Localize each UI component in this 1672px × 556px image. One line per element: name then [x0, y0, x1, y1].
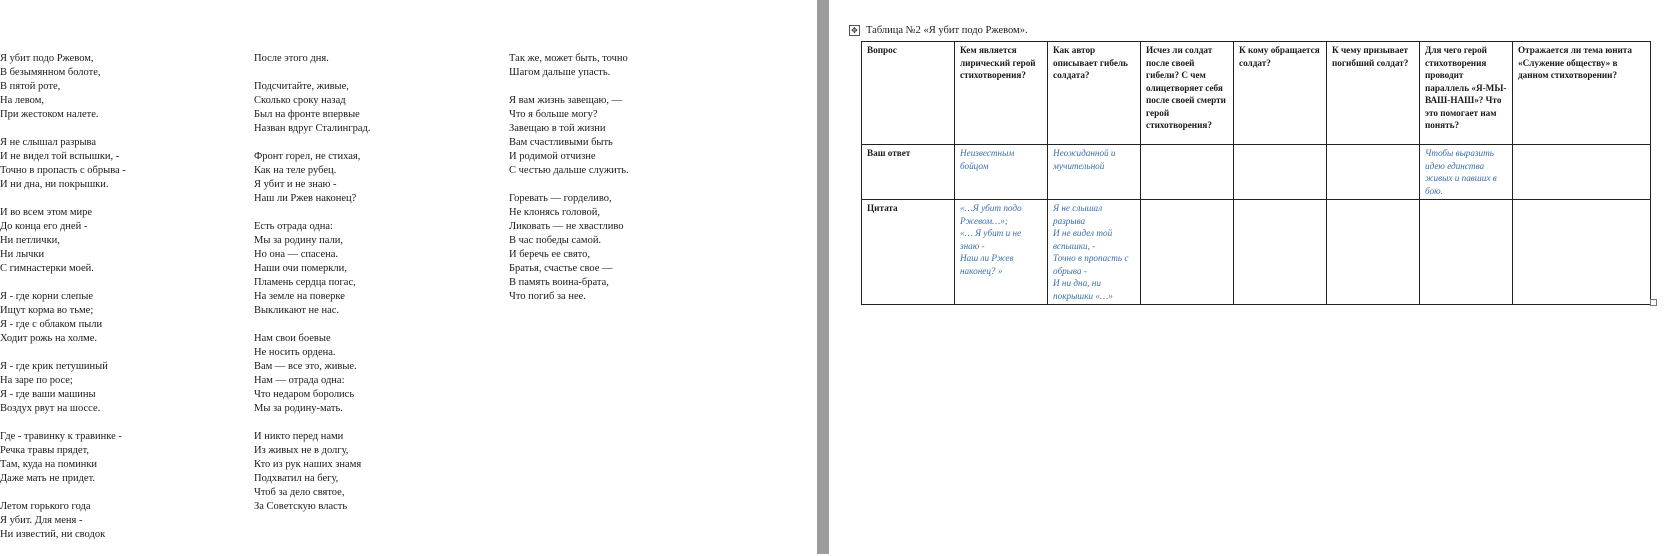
- poem-line: Нам свои боевые: [254, 333, 331, 344]
- quote-cell[interactable]: [1327, 200, 1420, 305]
- poem-line: Как на теле рубец.: [254, 165, 337, 176]
- poem-line: Назван вдруг Сталинград.: [254, 123, 371, 134]
- poem-line: На заре по росе;: [0, 375, 73, 386]
- poem-stanza: [509, 192, 629, 304]
- poem-line: После этого дня.: [254, 53, 329, 64]
- answer-cell[interactable]: [1141, 145, 1234, 200]
- poem-line: Ни известий, ни сводок: [0, 529, 106, 540]
- poem-line: На левом,: [0, 95, 44, 106]
- poem-line: С честью дальше служить.: [509, 165, 629, 176]
- table-header-row: [862, 42, 1651, 145]
- poem-line: Чтоб за дело святое,: [254, 487, 345, 498]
- document-page-right: [829, 0, 1672, 554]
- quote-cell[interactable]: [1141, 200, 1234, 305]
- poem-stanza: [254, 220, 370, 318]
- poem-line: В память воина-брата,: [509, 277, 609, 288]
- poem-line: Так же, может быть, точно: [509, 53, 628, 64]
- poem-line: Не клонясь головой,: [509, 207, 601, 218]
- poem-line: Что погиб за нее.: [509, 291, 586, 302]
- poem-stanza: [509, 94, 629, 178]
- header-cell[interactable]: К кому обращается солдат?: [1234, 42, 1327, 145]
- document-page-left: [0, 0, 817, 554]
- header-cell[interactable]: Кем является лирический герой стихотворения?: [955, 42, 1048, 145]
- poem-line: Мы за родину-мать.: [254, 403, 343, 414]
- poem-line: Шагом дальше упасть.: [509, 67, 611, 78]
- poem-line: Что недаром боролись: [254, 389, 355, 400]
- poem-line: Но она — спасена.: [254, 249, 339, 260]
- poem-line: Ни лычки: [0, 249, 45, 260]
- answer-cell[interactable]: Чтобы выразить идею единства живых и павших в бою.: [1420, 145, 1513, 200]
- poem-line: Ходит рожь на холме.: [0, 333, 97, 344]
- poem-stanza: [0, 136, 126, 192]
- poem-line: И ни дна, ни покрышки.: [0, 179, 109, 190]
- poem-line: Братья, счастье свое —: [509, 263, 613, 274]
- poem-stanza: [0, 360, 126, 416]
- quote-cell[interactable]: [1513, 200, 1651, 305]
- poem-line: Выкликают не нас.: [254, 305, 340, 316]
- header-cell[interactable]: К чему призывает погибший солдат?: [1327, 42, 1420, 145]
- poem-line: Кто из рук наших знамя: [254, 459, 362, 470]
- poem-line: Я убит подо Ржевом,: [0, 53, 94, 64]
- poem-line: Подсчитайте, живые,: [254, 81, 349, 92]
- question-table: [861, 41, 1651, 305]
- poem-line: При жестоком налете.: [0, 109, 99, 120]
- quote-cell[interactable]: [1234, 200, 1327, 305]
- poem-line: Вам — все это, живые.: [254, 361, 357, 372]
- poem-line: Не носить ордена.: [254, 347, 336, 358]
- poem-column-1: [0, 52, 126, 556]
- row-label-cell[interactable]: Цитата: [862, 200, 955, 305]
- poem-line: Был на фронте впервые: [254, 109, 360, 120]
- poem-line: Мы за родину пали,: [254, 235, 343, 246]
- poem-column-3: [509, 52, 629, 318]
- poem-line: Фронт горел, не стихая,: [254, 151, 361, 162]
- row-label-cell[interactable]: Ваш ответ: [862, 145, 955, 200]
- poem-line: И не видел той вспышки, -: [0, 151, 120, 162]
- poem-line: С гимнастерки моей.: [0, 263, 94, 274]
- poem-line: Там, куда на поминки: [0, 459, 98, 470]
- poem-stanza: [0, 290, 126, 346]
- poem-stanza: [254, 150, 370, 206]
- answer-cell[interactable]: Неожиданной и мучительной: [1048, 145, 1141, 200]
- poem-line: На земле на поверке: [254, 291, 345, 302]
- header-cell[interactable]: Для чего герой стихотворения проводит параллель «Я-МЫ-ВАШ-НАШ»? Что это помогает нам понять?: [1420, 42, 1513, 145]
- poem-line: Я убит. Для меня -: [0, 515, 83, 526]
- poem-line: Я - где крик петушиный: [0, 361, 108, 372]
- poem-line: Точно в пропасть с обрыва -: [0, 165, 126, 176]
- poem-line: Из живых не в долгу,: [254, 445, 349, 456]
- poem-line: Я убит и не знаю -: [254, 179, 337, 190]
- poem-line: И родимой отчизне: [509, 151, 596, 162]
- poem-line: Нам — отрада одна:: [254, 375, 345, 386]
- poem-line: Наши очи померкли,: [254, 263, 347, 274]
- poem-stanza: [254, 80, 370, 136]
- poem-line: И во всем этом мире: [0, 207, 93, 218]
- table-row-answer: [862, 145, 1651, 200]
- table-row-quote: [862, 200, 1651, 305]
- poem-stanza: [0, 52, 126, 122]
- poem-line: В час победы самой.: [509, 235, 602, 246]
- table-caption-text: Таблица №2 «Я убит подо Ржевом».: [866, 25, 1028, 36]
- poem-line: Сколько сроку назад: [254, 95, 346, 106]
- page-gutter: [817, 0, 829, 554]
- poem-line: Я не слышал разрыва: [0, 137, 97, 148]
- poem-line: Вам счастливыми быть: [509, 137, 613, 148]
- poem-stanza: [0, 500, 126, 542]
- poem-line: Есть отрада одна:: [254, 221, 333, 232]
- poem-stanza: [509, 52, 629, 80]
- poem-line: Пламень сердца погас,: [254, 277, 356, 288]
- poem-line: Я - где корни слепые: [0, 291, 93, 302]
- quote-cell[interactable]: «…Я убит подо Ржевом…»; «… Я убит и не знаю - Наш ли Ржев наконец? »: [955, 200, 1048, 305]
- poem-stanza: [254, 332, 370, 416]
- poem-line: Подхватил на бегу,: [254, 473, 339, 484]
- poem-line: До конца его дней -: [0, 221, 88, 232]
- poem-line: Ищут корма во тьме;: [0, 305, 94, 316]
- poem-line: Ни петлички,: [0, 235, 60, 246]
- poem-line: Я - где ваши машины: [0, 389, 96, 400]
- poem-line: За Советскую власть: [254, 501, 348, 512]
- header-cell[interactable]: Вопрос: [862, 42, 955, 145]
- poem-line: В пятой роте,: [0, 81, 61, 92]
- poem-line: Речка травы прядет,: [0, 445, 89, 456]
- poem-stanza: [0, 430, 126, 486]
- header-cell[interactable]: Исчез ли солдат после своей гибели? С чем олицетворяет себя после своей смерти герой стихотворения?: [1141, 42, 1234, 145]
- poem-line: И беречь ее свято,: [509, 249, 590, 260]
- table-move-handle-icon[interactable]: ✥: [849, 25, 860, 36]
- poem-line: Я вам жизнь завещаю, —: [509, 95, 623, 106]
- poem-line: В безымянном болоте,: [0, 67, 101, 78]
- poem-line: Что я больше могу?: [509, 109, 598, 120]
- poem-column-2: [254, 52, 370, 528]
- header-cell[interactable]: Как автор описывает гибель солдата?: [1048, 42, 1141, 145]
- poem-line: Ликовать — не хвастливо: [509, 221, 624, 232]
- poem-line: Воздух рвут на шоссе.: [0, 403, 101, 414]
- poem-line: Наш ли Ржев наконец?: [254, 193, 357, 204]
- poem-line: Даже мать не придет.: [0, 473, 96, 484]
- table-caption: [849, 25, 1028, 36]
- answer-cell[interactable]: Неизвестным бойцом: [955, 145, 1048, 200]
- poem-line: Я - где с облаком пыли: [0, 319, 103, 330]
- header-cell[interactable]: Отражается ли тема юнита «Служение обществу» в данном стихотворении?: [1513, 42, 1651, 145]
- table-resize-handle[interactable]: [1650, 299, 1657, 306]
- poem-stanza: [254, 52, 370, 66]
- poem-stanza: [254, 430, 370, 514]
- poem-stanza: [0, 206, 126, 276]
- answer-cell[interactable]: [1234, 145, 1327, 200]
- poem-line: Где - травинку к травинке -: [0, 431, 122, 442]
- poem-line: Летом горького года: [0, 501, 91, 512]
- answer-cell[interactable]: [1327, 145, 1420, 200]
- poem-line: Горевать — горделиво,: [509, 193, 612, 204]
- poem-line: Завещаю в той жизни: [509, 123, 606, 134]
- poem-line: И никто перед нами: [254, 431, 344, 442]
- answer-cell[interactable]: [1513, 145, 1651, 200]
- quote-cell[interactable]: Я не слышал разрыва И не видел той вспышки, - Точно в пропасть с обрыва - И ни дна, ни покрышки «…»: [1048, 200, 1141, 305]
- quote-cell[interactable]: [1420, 200, 1513, 305]
